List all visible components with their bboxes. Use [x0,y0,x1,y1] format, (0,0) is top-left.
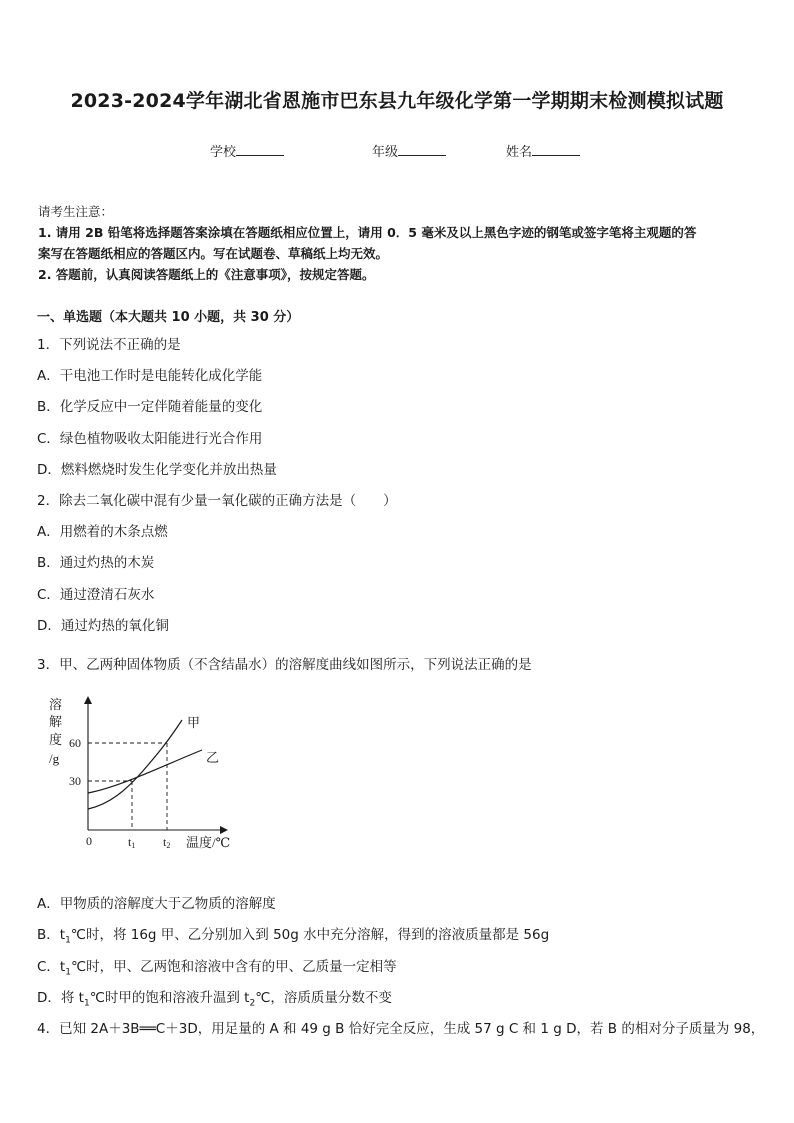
q2-option-b: B．通过灼热的木炭 [37,555,155,571]
school-label: 学校 [210,145,237,160]
school-blank[interactable] [236,143,284,156]
x-tick-t2: t2 [163,835,171,850]
grade-blank[interactable] [398,143,446,156]
x-tick-t1: t1 [128,835,136,850]
q1-stem: 1．下列说法不正确的是 [37,337,181,353]
notice-item-1-line-2: 案写在答题纸相应的答题区内。写在试题卷、草稿纸上均无效。 [38,246,389,261]
curve-yi [88,750,202,793]
notice-item-1-line-1: 1. 请用 2B 铅笔将选择题答案涂填在答题纸相应位置上，请用 0．5 毫米及以上黑色字迹的钢笔或签字笔将主观题的答 [38,225,697,240]
q3-option-b: B．$t_1℃$时，将 16g 甲、乙分别加入到 50g 水中充分溶解，得到的溶液质量都是 56g [37,927,550,946]
name-blank[interactable] [532,143,580,156]
notice-heading: 请考生注意： [38,204,114,219]
name-label: 姓名 [506,145,533,160]
q4-stem: 4．已知 2A＋3B══C＋3D，用足量的 A 和 49 g B 恰好完全反应，生成 57 g C 和 1 g D，若 B 的相对分子质量为 98， [37,1021,765,1037]
x-axis-arrow [220,826,228,834]
y-label-char-2: 解 [49,714,63,729]
y-tick-60: 60 [69,736,81,750]
q1-option-a: A．干电池工作时是电能转化成化学能 [37,368,263,384]
y-label-char-4: /g [49,751,60,766]
q2-option-c: C．通过澄清石灰水 [37,587,155,603]
section-heading: 一、单选题（本大题共 10 小题，共 30 分） [37,310,300,325]
page-title: 2023-2024学年湖北省恩施市巴东县九年级化学第一学期期末检测模拟试题 [70,90,724,112]
q1-option-d: D．燃料燃烧时发生化学变化并放出热量 [37,462,277,478]
q2-option-d: D．通过灼热的氧化铜 [37,618,169,634]
curve-label-jia: 甲 [187,715,201,730]
name-field[interactable] [506,141,580,160]
grade-field[interactable] [372,141,446,160]
grade-label: 年级 [372,145,399,160]
curve-label-yi: 乙 [206,750,220,765]
x-axis-label: 温度/℃ [186,835,231,850]
origin-label: 0 [86,834,92,848]
y-axis-arrow [84,696,92,704]
q3-option-d: D．将 $t_1℃$时甲的饱和溶液升温到 $t_2℃$，溶质质量分数不变 [37,990,392,1009]
solubility-graph [40,692,250,862]
q3-stem: 3．甲、乙两种固体物质（不含结晶水）的溶解度曲线如图所示，下列说法正确的是 [37,657,532,673]
q3-option-a: A．甲物质的溶解度大于乙物质的溶解度 [37,896,276,912]
q2-option-a: A．用燃着的木条点燃 [37,524,168,540]
y-label-char-3: 度 [49,732,63,747]
y-label-char-1: 溶 [49,697,63,712]
y-tick-30: 30 [69,774,81,788]
q1-option-c: C．绿色植物吸收太阳能进行光合作用 [37,431,263,447]
q3-option-c: C．$t_1℃$时，甲、乙两饱和溶液中含有的甲、乙质量一定相等 [37,959,397,978]
notice-item-2: 2. 答题前，认真阅读答题纸上的《注意事项》，按规定答题。 [38,267,375,282]
q1-option-b: B．化学反应中一定伴随着能量的变化 [37,399,263,415]
q2-stem: 2．除去二氧化碳中混有少量一氧化碳的正确方法是（ ） [37,493,397,509]
school-field[interactable] [210,141,284,160]
